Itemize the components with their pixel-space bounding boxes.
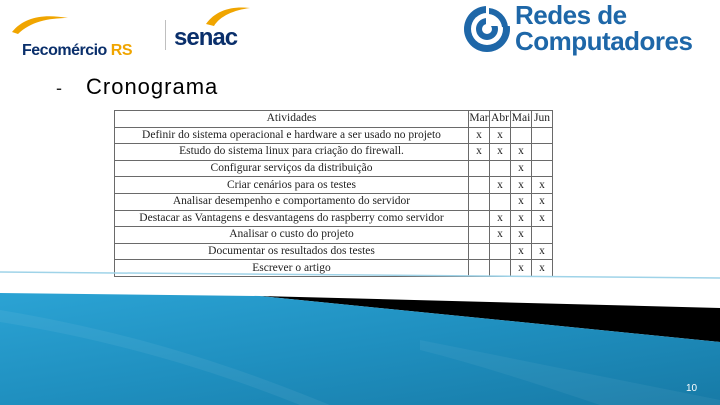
mark-cell: x xyxy=(511,160,532,177)
activity-cell: Destacar as Vantagens e desvantagens do raspberry como servidor xyxy=(115,210,469,227)
activity-cell: Analisar o custo do projeto xyxy=(115,227,469,244)
mark-cell: x xyxy=(532,177,553,194)
mark-cell: x xyxy=(511,227,532,244)
title-bullet: - xyxy=(56,78,62,98)
fecomercio-wordmark: Fecomércio RS xyxy=(22,42,132,59)
header-abr: Abr xyxy=(490,111,511,128)
header-mai: Mai xyxy=(511,111,532,128)
mark-cell: x xyxy=(511,210,532,227)
mark-cell: x xyxy=(532,260,553,277)
mark-cell: x xyxy=(532,193,553,210)
mark-cell: x xyxy=(511,144,532,161)
mark-cell: x xyxy=(469,127,490,144)
slide-title: Cronograma xyxy=(86,74,219,99)
mark-cell: x xyxy=(511,193,532,210)
mark-cell: x xyxy=(511,260,532,277)
header-activities: Atividades xyxy=(115,111,469,128)
page-number: 10 xyxy=(686,383,698,394)
mark-cell: x xyxy=(511,177,532,194)
activity-cell: Documentar os resultados dos testes xyxy=(115,243,469,260)
mark-cell: x xyxy=(490,227,511,244)
activity-cell: Criar cenários para os testes xyxy=(115,177,469,194)
activity-cell: Escrever o artigo xyxy=(115,260,469,277)
redes-title-line1: Redes de xyxy=(515,0,627,30)
header-jun: Jun xyxy=(532,111,553,128)
mark-cell: x xyxy=(532,243,553,260)
redes-title-line2: Computadores xyxy=(515,26,693,56)
mark-cell: x xyxy=(490,144,511,161)
header-mar: Mar xyxy=(469,111,490,128)
mark-cell: x xyxy=(490,177,511,194)
activity-cell: Definir do sistema operacional e hardware a ser usado no projeto xyxy=(115,127,469,144)
mark-cell: x xyxy=(490,210,511,227)
mark-cell: x xyxy=(469,144,490,161)
mark-cell: x xyxy=(490,127,511,144)
mark-cell: x xyxy=(532,210,553,227)
senac-wordmark: senac xyxy=(174,24,238,51)
mark-cell: x xyxy=(511,243,532,260)
activity-cell: Estudo do sistema linux para criação do firewall. xyxy=(115,144,469,161)
activity-cell: Analisar desempenho e comportamento do servidor xyxy=(115,193,469,210)
activity-cell: Configurar serviços da distribuição xyxy=(115,160,469,177)
